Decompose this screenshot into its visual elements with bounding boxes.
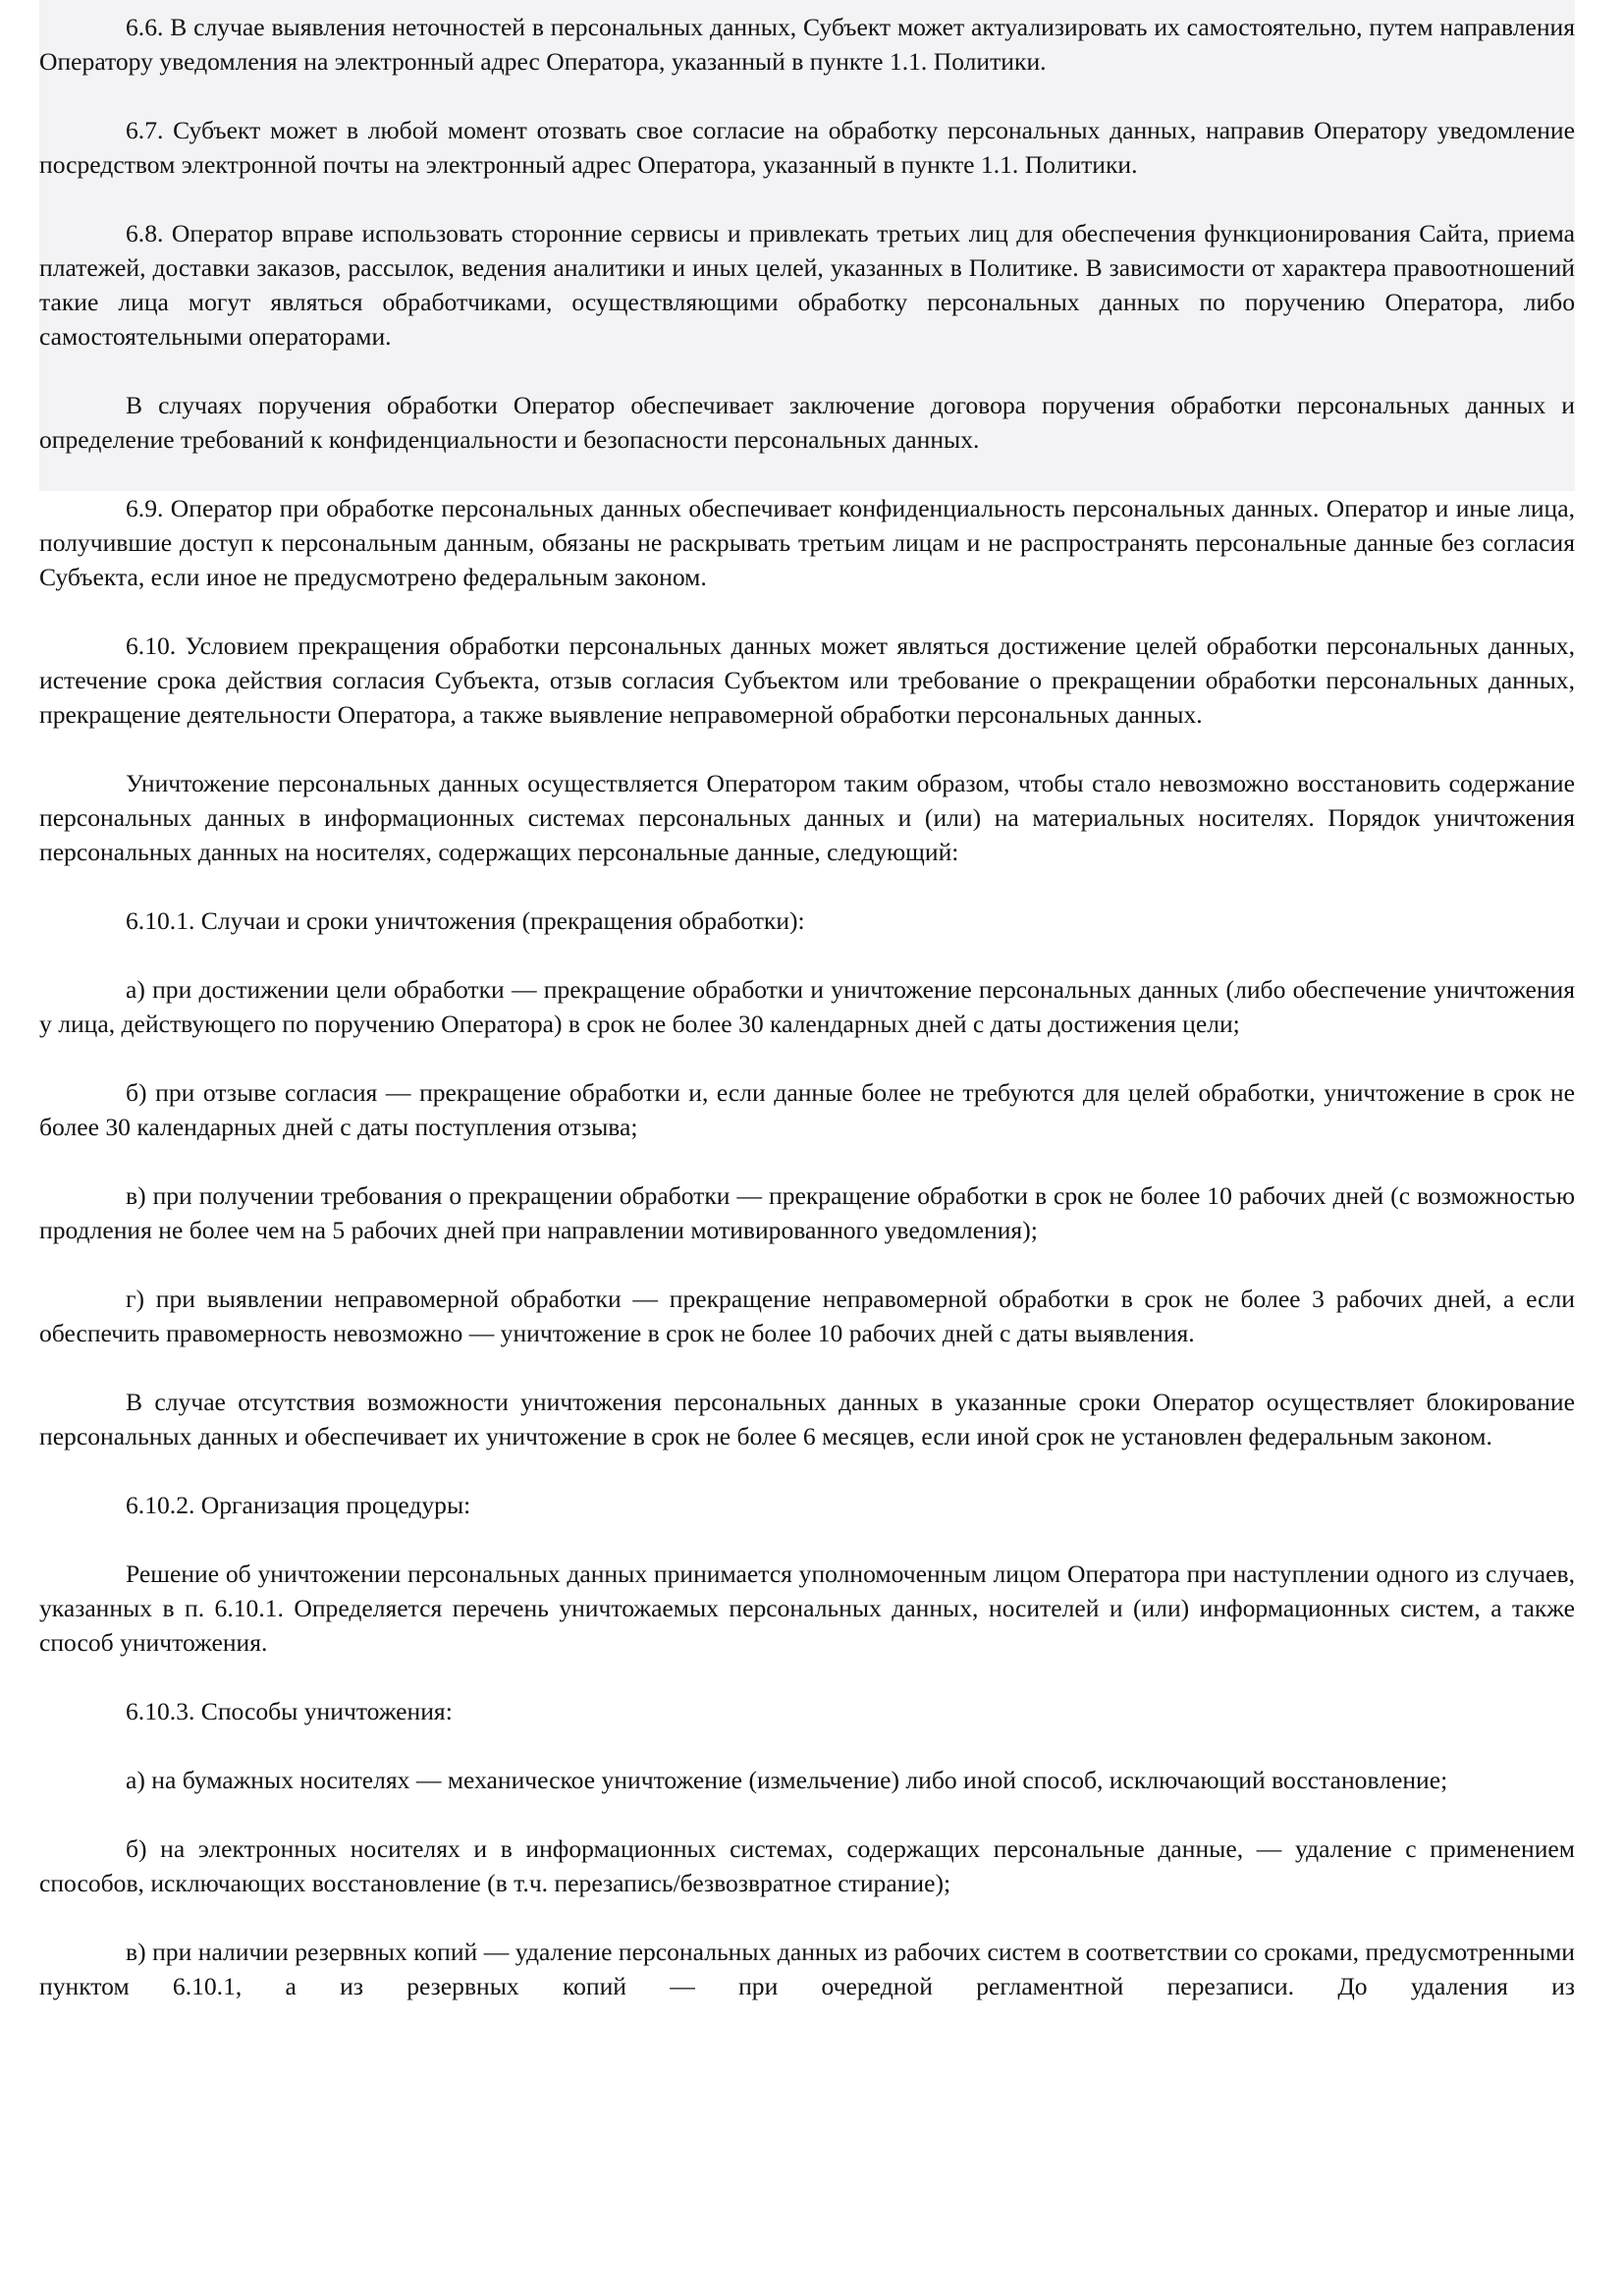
paragraph-gap: [39, 1797, 1575, 1831]
method-item-a: а) на бумажных носителях — механическое уничтожение (измельчение) либо иной способ, исключающий восстановление;: [126, 1766, 1448, 1794]
paragraph-6-7: 6.7. Субъект может в любой момент отозвать свое согласие на обработку персональных данных, направив Оператору уведомление посредством электронной почты на электронный адрес Оператора, указанный в пункте 1.1. Политики.: [39, 116, 1575, 179]
body-block: [39, 491, 1575, 2003]
paragraph-6-6: 6.6. В случае выявления неточностей в персональных данных, Субъект может актуализировать их самостоятельно, путем направления Оператору уведомления на электронный адрес Оператора, указанный в пункте 1.1. Политики.: [39, 13, 1575, 76]
paragraph-6-8-assignment: В случаях поручения обработки Оператор обеспечивает заключение договора поручения обработки персональных данных и определение требований к конфиденциальности и безопасности персональных данных.: [39, 391, 1575, 454]
paragraph-gap: [39, 1660, 1575, 1694]
list-item-v: в) при получении требования о прекращении обработки — прекращение обработки в срок не более 10 рабочих дней (с возможностью продления не более чем на 5 рабочих дней при направлении мотивированного уведомления);: [39, 1181, 1575, 1244]
paragraph-gap: [39, 1453, 1575, 1488]
paragraph-decision: Решение об уничтожении персональных данных принимается уполномоченным лицом Оператора при наступлении одного из случаев, указанных в п. 6.10.1. Определяется перечень уничтожаемых персональных данных, носителей и (или) информационных систем, а также способ уничтожения.: [39, 1559, 1575, 1657]
paragraph-gap: [39, 1041, 1575, 1075]
paragraph-gap: [39, 354, 1575, 388]
paragraph-gap: [39, 1728, 1575, 1763]
paragraph-gap: [39, 869, 1575, 903]
paragraph-destruction-intro: Уничтожение персональных данных осуществляется Оператором таким образом, чтобы стало невозможно восстановить содержание персональных данных в информационных системах персональных данных и (или) на материальных носителях. Порядок уничтожения персональных данных на носителях, содержащих персональные данные, следующий:: [39, 769, 1575, 866]
paragraph-blocking: В случае отсутствия возможности уничтожения персональных данных в указанные сроки Оператор осуществляет блокирование персональных данных и обеспечивает их уничтожение в срок не более 6 месяцев, если иной срок не установлен федеральным законом.: [39, 1388, 1575, 1450]
paragraph-gap: [39, 1247, 1575, 1282]
list-item-g: г) при выявлении неправомерной обработки — прекращение неправомерной обработки в срок не более 3 рабочих дней, а если обеспечить правомерность невозможно — уничтожение в срок не более 10 рабочих дней с даты выявления.: [39, 1285, 1575, 1347]
method-item-b: б) на электронных носителях и в информационных системах, содержащих персональные данные, — удаление с применением способов, исключающих восстановление (в т.ч. перезапись/безвозвратное стирание);: [39, 1834, 1575, 1897]
paragraph-gap: [39, 79, 1575, 113]
paragraph-gap: [39, 457, 1575, 491]
list-item-b: б) при отзыве согласия — прекращение обработки и, если данные более не требуются для целей обработки, уничтожение в срок не более 30 календарных дней с даты поступления отзыва;: [39, 1078, 1575, 1141]
paragraph-gap: [39, 1144, 1575, 1178]
list-item-a: а) при достижении цели обработки — прекращение обработки и уничтожение персональных данных (либо обеспечение уничтожения у лица, действующего по поручению Оператора) в срок не более 30 календарных дней с даты достижения цели;: [39, 975, 1575, 1038]
paragraph-6-10: 6.10. Условием прекращения обработки персональных данных может являться достижение целей обработки персональных данных, истечение срока действия согласия Субъекта, отзыв согласия Субъектом или требование о прекращении обработки персональных данных, прекращение деятельности Оператора, а также выявление неправомерной обработки персональных данных.: [39, 631, 1575, 729]
paragraph-6-8: 6.8. Оператор вправе использовать сторонние сервисы и привлекать третьих лиц для обеспечения функционирования Сайта, приема платежей, доставки заказов, рассылок, ведения аналитики и иных целей, указанных в Политике. В зависимости от характера правоотношений такие лица могут являться обработчиками, осуществляющими обработку персональных данных по поручению Оператора, либо самостоятельными операторами.: [39, 219, 1575, 351]
paragraph-6-9: 6.9. Оператор при обработке персональных данных обеспечивает конфиденциальность персональных данных. Оператор и иные лица, получившие доступ к персональным данным, обязаны не раскрывать третьим лицам и не распространять персональные данные без согласия Субъекта, если иное не предусмотрено федеральным законом.: [39, 494, 1575, 591]
paragraph-6-10-3: 6.10.3. Способы уничтожения:: [126, 1697, 453, 1725]
paragraph-gap: [39, 732, 1575, 766]
paragraph-gap: [39, 1522, 1575, 1557]
method-item-v: в) при наличии резервных копий — удаление персональных данных из рабочих систем в соответствии со сроками, предусмотренными пунктом 6.10.1, а из резервных копий — при очередной регламентной перезаписи. До удаления из: [39, 1938, 1575, 2000]
shaded-block: [39, 0, 1575, 491]
paragraph-6-10-2: 6.10.2. Организация процедуры:: [126, 1491, 471, 1519]
paragraph-gap: [39, 182, 1575, 216]
paragraph-gap: [39, 594, 1575, 629]
paragraph-6-10-1: 6.10.1. Случаи и сроки уничтожения (прекращения обработки):: [126, 906, 805, 935]
paragraph-gap: [39, 938, 1575, 972]
paragraph-gap: [39, 1900, 1575, 1935]
paragraph-gap: [39, 1350, 1575, 1385]
